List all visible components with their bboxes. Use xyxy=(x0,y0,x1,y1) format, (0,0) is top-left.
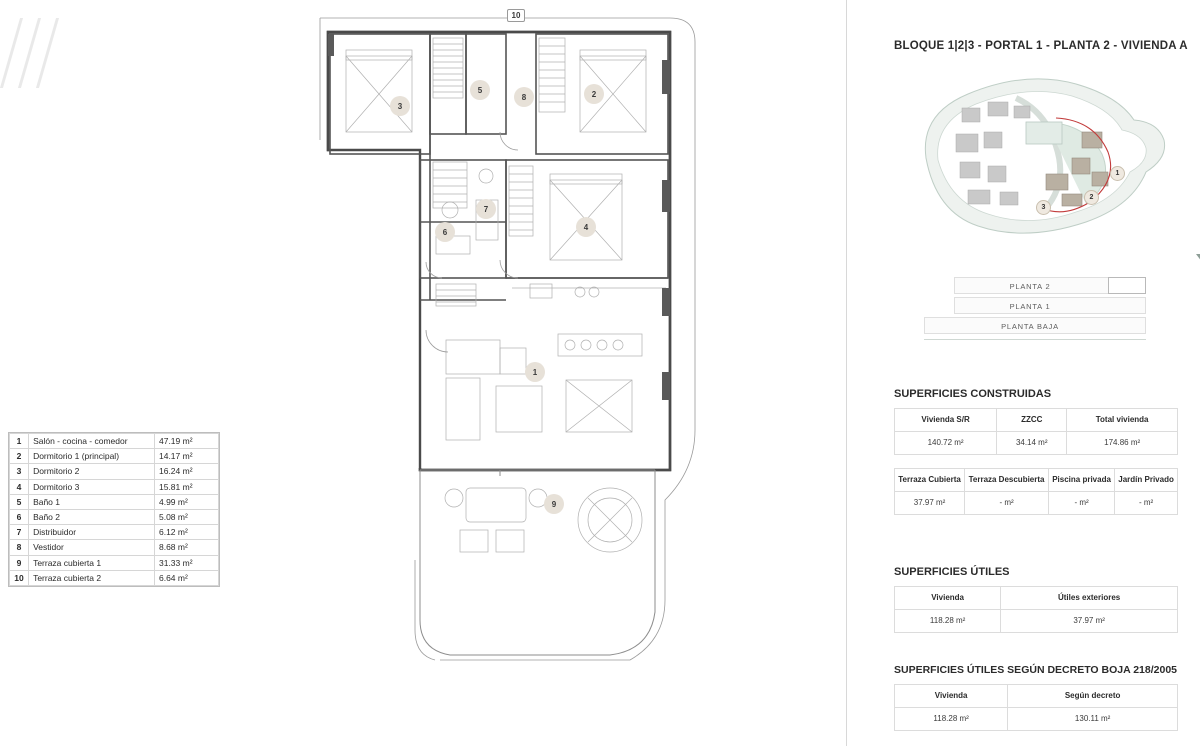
plan-marker-6: 6 xyxy=(435,222,455,242)
legend-row xyxy=(10,479,219,494)
legend-number: 6 xyxy=(10,509,29,524)
legend-row xyxy=(10,555,219,570)
legend-room-area: 6.12 m² xyxy=(154,525,218,540)
level-label-planta-2: PLANTA 2 xyxy=(1009,281,1051,291)
legend-room-name: Terraza cubierta 2 xyxy=(29,570,155,585)
site-key-map xyxy=(896,62,1176,252)
table-header: Terraza Descubierta xyxy=(965,469,1049,492)
legend-number: 2 xyxy=(10,449,29,464)
table-cell: 174.86 m² xyxy=(1067,432,1178,455)
table-cell: 118.28 m² xyxy=(895,708,1008,731)
table-cell: 118.28 m² xyxy=(895,610,1001,633)
table-header: Vivienda xyxy=(895,685,1008,708)
plan-marker-10: 10 xyxy=(507,9,525,22)
table-header: Total vivienda xyxy=(1067,409,1178,432)
legend-number: 8 xyxy=(10,540,29,555)
legend-room-name: Baño 1 xyxy=(29,494,155,509)
plan-marker-7: 7 xyxy=(476,199,496,219)
table-cell: - m² xyxy=(1049,492,1115,515)
legend-room-name: Baño 2 xyxy=(29,509,155,524)
legend-row xyxy=(10,464,219,479)
legend-room-name: Dormitorio 3 xyxy=(29,479,155,494)
site-badge-2: 2 xyxy=(1084,190,1099,205)
level-row-planta-1[interactable] xyxy=(924,296,1146,316)
plan-marker-4: 4 xyxy=(576,217,596,237)
legend-row xyxy=(10,540,219,555)
legend-room-name: Salón - cocina - comedor xyxy=(29,434,155,449)
plan-marker-9: 9 xyxy=(544,494,564,514)
decree-areas-table xyxy=(894,684,1178,731)
legend-number: 7 xyxy=(10,525,29,540)
plan-marker-5: 5 xyxy=(470,80,490,100)
info-panel xyxy=(866,0,1200,746)
legend-number: 1 xyxy=(10,434,29,449)
legend-room-area: 31.33 m² xyxy=(154,555,218,570)
site-badge-3: 3 xyxy=(1036,200,1051,215)
level-label-planta-1: PLANTA 1 xyxy=(1009,301,1051,311)
legend-room-area: 8.68 m² xyxy=(154,540,218,555)
level-row-planta-baja[interactable] xyxy=(924,316,1146,336)
table-cell: 130.11 m² xyxy=(1008,708,1178,731)
table-header: Según decreto xyxy=(1008,685,1178,708)
floor-plan xyxy=(250,0,810,746)
legend-room-area: 15.81 m² xyxy=(154,479,218,494)
table-header: Terraza Cubierta xyxy=(895,469,965,492)
plan-marker-2: 2 xyxy=(584,84,604,104)
table-header: Jardín Privado xyxy=(1115,469,1178,492)
built-areas-table-1 xyxy=(894,408,1178,455)
legend-room-area: 16.24 m² xyxy=(154,464,218,479)
legend-row xyxy=(10,494,219,509)
useful-areas-table xyxy=(894,586,1178,633)
level-diagram xyxy=(924,276,1146,342)
legend-number: 4 xyxy=(10,479,29,494)
legend-room-name: Distribuidor xyxy=(29,525,155,540)
level-row-planta-2[interactable] xyxy=(924,276,1146,296)
legend-room-name: Dormitorio 1 (principal) xyxy=(29,449,155,464)
section-heading-construidas: SUPERFICIES CONSTRUIDAS xyxy=(894,388,1052,400)
site-badge-1: 1 xyxy=(1110,166,1125,181)
legend-number: 9 xyxy=(10,555,29,570)
level-selected-indicator xyxy=(1108,277,1146,294)
legend-row xyxy=(10,434,219,449)
table-header: Vivienda S/R xyxy=(895,409,997,432)
table-header: ZZCC xyxy=(997,409,1067,432)
plan-marker-8: 8 xyxy=(514,87,534,107)
table-cell: - m² xyxy=(965,492,1049,515)
legend-row xyxy=(10,509,219,524)
legend-room-name: Vestidor xyxy=(29,540,155,555)
legend-number: 10 xyxy=(10,570,29,585)
legend-room-name: Dormitorio 2 xyxy=(29,464,155,479)
panel-divider xyxy=(846,0,847,746)
legend-room-area: 6.64 m² xyxy=(154,570,218,585)
table-header: Piscina privada xyxy=(1049,469,1115,492)
level-label-planta-baja: PLANTA BAJA xyxy=(1001,321,1059,331)
legend-row xyxy=(10,525,219,540)
section-heading-utiles: SUPERFICIES ÚTILES xyxy=(894,566,1010,578)
legend-room-name: Terraza cubierta 1 xyxy=(29,555,155,570)
orientation-arrow-icon xyxy=(1196,254,1200,266)
legend-room-area: 5.08 m² xyxy=(154,509,218,524)
section-heading-decreto: SUPERFICIES ÚTILES SEGÚN DECRETO BOJA 218/2005 xyxy=(894,664,1177,676)
table-cell: 34.14 m² xyxy=(997,432,1067,455)
legend-number: 3 xyxy=(10,464,29,479)
plan-marker-1: 1 xyxy=(525,362,545,382)
decorative-stripes xyxy=(0,18,80,88)
table-cell: - m² xyxy=(1115,492,1178,515)
legend-row xyxy=(10,570,219,585)
table-header: Vivienda xyxy=(895,587,1001,610)
legend-row xyxy=(10,449,219,464)
table-cell: 37.97 m² xyxy=(895,492,965,515)
table-header: Útiles exteriores xyxy=(1001,587,1178,610)
legend-room-area: 47.19 m² xyxy=(154,434,218,449)
table-cell: 37.97 m² xyxy=(1001,610,1178,633)
room-legend xyxy=(8,432,220,587)
plan-marker-3: 3 xyxy=(390,96,410,116)
table-cell: 140.72 m² xyxy=(895,432,997,455)
legend-room-area: 14.17 m² xyxy=(154,449,218,464)
built-areas-table-2 xyxy=(894,468,1178,515)
unit-title: BLOQUE 1|2|3 - PORTAL 1 - PLANTA 2 - VIVIENDA A xyxy=(894,40,1188,52)
legend-room-area: 4.99 m² xyxy=(154,494,218,509)
legend-number: 5 xyxy=(10,494,29,509)
